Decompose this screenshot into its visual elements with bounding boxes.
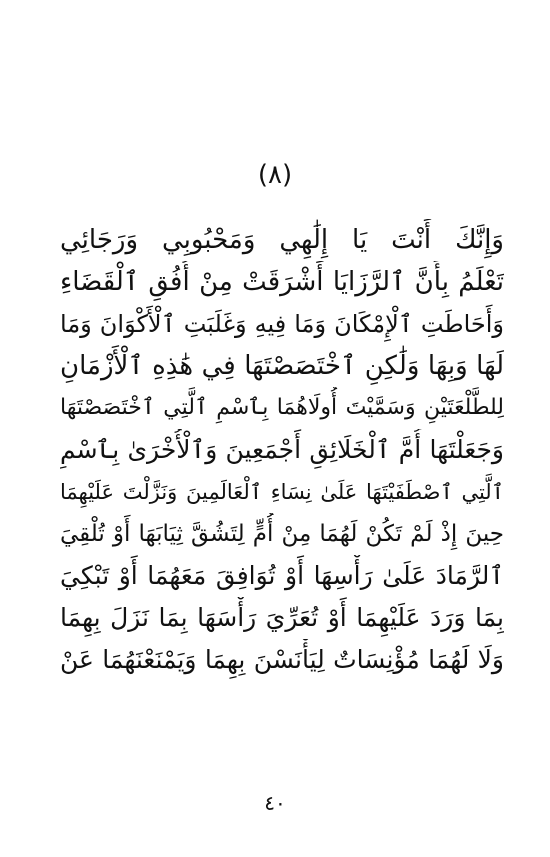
text-line: وَلَا لَهُمَا مُؤْنِسَاتٌ لِيَأْنَسْنَ بِهِمَا وَيَمْنَعْنَهُمَا عَنْ: [60, 645, 504, 674]
text-line: حِينَ إِذْ لَمْ تَكُنْ لَهُمَا مِنْ أُمٍّ لِتَشُقَّ ثِيَابَهَا أَوْ تُلْقِيَ: [60, 521, 504, 547]
prayer-text: [60, 219, 504, 681]
text-line: لِلطَّلْعَتَيْنِ وَسَمَّيْتَ أُولَاهُمَا بِٱسْمِ ٱلَّتِي ٱخْتَصَصْتَهَا: [60, 395, 504, 420]
text-line: بِمَا وَرَدَ عَلَيْهِمَا أَوْ تُعَرِّيَ رَأْسَهَا بِمَا نَزَلَ بِهِمَا: [60, 603, 504, 632]
text-line: لَهَا وَبِهَا وَلَٰكِنِ ٱخْتَصَصْتَهَا فِي هَٰذِهِ ٱلْأَزْمَانِ: [60, 351, 504, 381]
text-line: وَجَعَلْتَهَا أُمَّ ٱلْخَلَائِقِ أَجْمَعِينَ وَٱلْأُخْرَىٰ بِٱسْمِ: [60, 435, 504, 464]
section-number: (٨): [257, 160, 293, 190]
text-line: وَإِنَّكَ أَنْتَ يَا إِلَٰهِي وَمَحْبُوبِي وَرَجَائِي: [60, 225, 504, 255]
text-line: ٱلرَّمَادَ عَلَىٰ رَأْسِهَا أَوْ تُوَافِقَ مَعَهُمَا أَوْ تَبْكِيَ: [60, 561, 504, 590]
text-line: ٱلَّتِي ٱصْطَفَيْتَهَا عَلَىٰ نِسَاءِ ٱلْعَالَمِينَ وَنَزَّلْتَ عَلَيْهِمَا: [60, 480, 504, 504]
text-line: تَعْلَمُ بِأَنَّ ٱلرَّزَايَا أَشْرَقَتْ مِنْ أُفُقِ ٱلْقَضَاءِ: [60, 267, 504, 297]
text-line: وَأَحَاطَتِ ٱلْإِمْكَانَ وَمَا فِيهِ وَغَلَبَتِ ٱلْأَكْوَانَ وَمَا: [60, 310, 504, 338]
page-number: ٤٠: [264, 791, 286, 815]
